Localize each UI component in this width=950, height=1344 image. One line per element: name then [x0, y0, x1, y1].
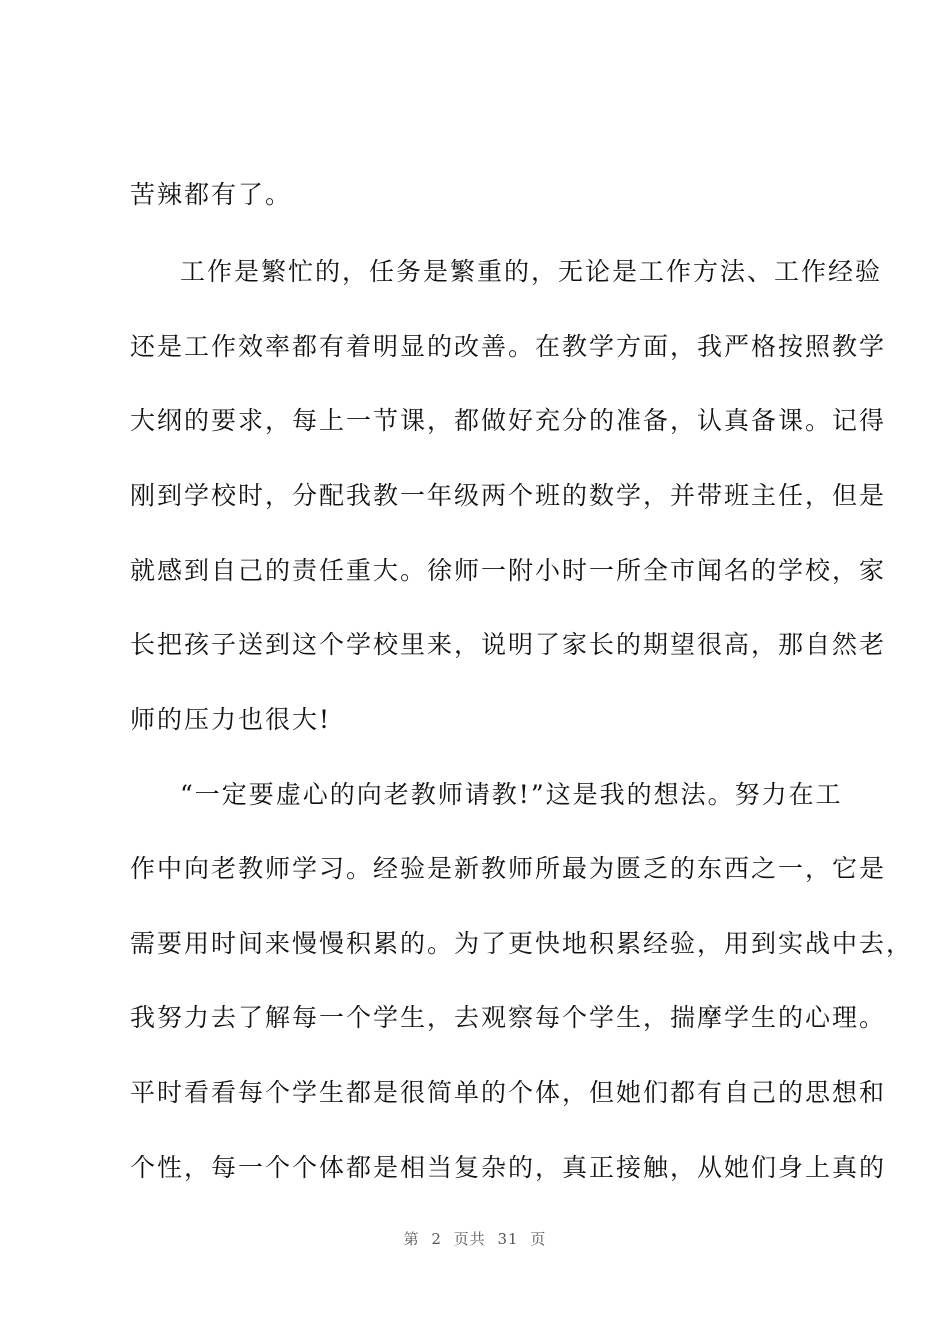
page-footer: 第 2 页共 31 页 — [403, 1230, 547, 1248]
text-line-14: 个性，每一个个体都是相当复杂的，真正接触，从她们身上真的 — [130, 1153, 887, 1182]
text-line-13: 平时看看每个学生都是很简单的个体，但她们都有自己的思想和 — [130, 1078, 887, 1107]
text-line-2: 工作是繁忙的，任务是繁重的，无论是工作方法、工作经验 — [180, 257, 883, 286]
text-line-10: 作中向老教师学习。经验是新教师所最为匮乏的东西之一，它是 — [130, 854, 887, 883]
text-line-4: 大纲的要求，每上一节课，都做好充分的准备，认真备课。记得 — [130, 406, 887, 435]
text-line-7: 长把孩子送到这个学校里来，说明了家长的期望很高，那自然老 — [130, 630, 887, 659]
text-line-3: 还是工作效率都有着明显的改善。在教学方面，我严格按照教学 — [130, 332, 887, 361]
text-line-9: “一定要虚心的向老教师请教!”这是我的想法。努力在工 — [180, 780, 843, 809]
text-line-12: 我努力去了解每一个学生，去观察每个学生，揣摩学生的心理。 — [130, 1003, 887, 1032]
text-line-5: 刚到学校时，分配我教一年级两个班的数学，并带班主任，但是 — [130, 481, 887, 510]
text-line-8: 师的压力也很大! — [130, 705, 332, 734]
text-line-6: 就感到自己的责任重大。徐师一附小时一所全市闻名的学校，家 — [130, 556, 887, 585]
text-line-11: 需要用时间来慢慢积累的。为了更快地积累经验，用到实战中去， — [130, 929, 914, 958]
text-line-1: 苦辣都有了。 — [130, 180, 293, 209]
